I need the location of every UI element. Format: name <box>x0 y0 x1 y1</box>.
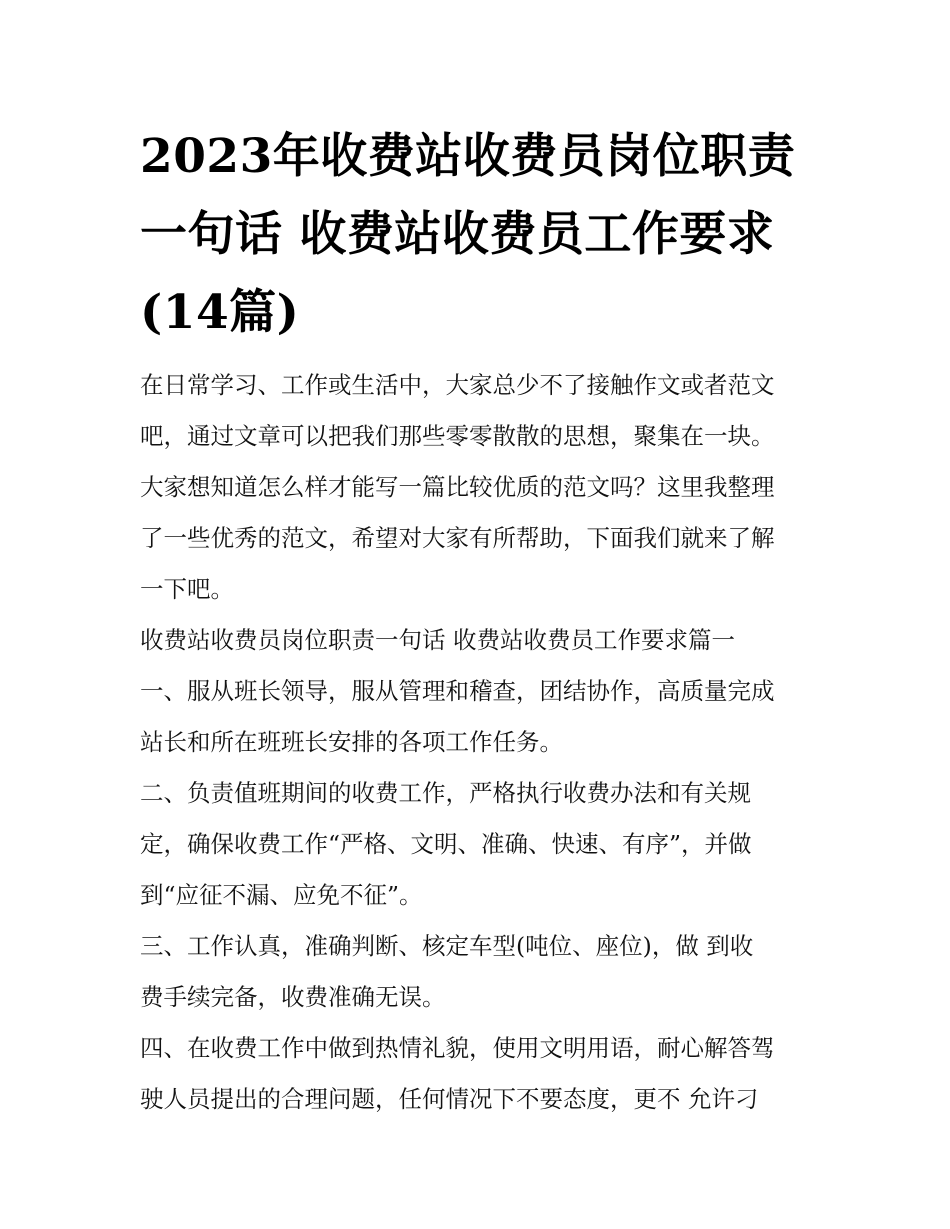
text-line: 吧，通过文章可以把我们那些零零散散的思想，聚集在一块。 <box>140 422 775 450</box>
text-line: 一、服从班长领导，服从管理和稽查，团结协作，高质量完成 <box>140 677 775 705</box>
text-line: 大家想知道怎么样才能写一篇比较优质的范文吗？这里我整理 <box>140 473 775 501</box>
text-line: 站长和所在班班长安排的各项工作任务。 <box>140 728 563 756</box>
title-line: 2023年收费站收费员岗位职责 <box>140 129 796 184</box>
list-item <box>140 921 820 1023</box>
document-title <box>140 118 820 352</box>
text-line: 了一些优秀的范文，希望对大家有所帮助，下面我们就来了解 <box>140 524 775 552</box>
text-line: 四、在收费工作中做到热情礼貌，使用文明用语，耐心解答驾 <box>140 1034 775 1062</box>
intro-paragraph <box>140 360 820 615</box>
document-body <box>140 360 820 1125</box>
text-line: 收费站收费员岗位职责一句话 收费站收费员工作要求篇一 <box>140 626 735 654</box>
text-line: 三、工作认真，准确判断、核定车型(吨位、座位)，做 到收 <box>140 932 754 960</box>
list-item <box>140 666 820 768</box>
document-content <box>140 118 820 1125</box>
text-line: 到“应征不漏、应免不征”。 <box>140 881 423 909</box>
text-line: 在日常学习、工作或生活中，大家总少不了接触作文或者范文 <box>140 371 775 399</box>
title-line: 一句话 收费站收费员工作要求 <box>140 207 775 262</box>
text-line: 二、负责值班期间的收费工作，严格执行收费办法和有关规 <box>140 779 751 807</box>
section-heading <box>140 615 820 666</box>
text-line: 一下吧。 <box>140 575 234 603</box>
text-line: 费手续完备，收费准确无误。 <box>140 983 446 1011</box>
title-line: (14篇) <box>140 285 300 340</box>
text-line: 驶人员提出的合理问题，任何情况下不要态度，更不 允许刁 <box>140 1085 759 1113</box>
list-item <box>140 768 820 921</box>
list-item <box>140 1023 820 1125</box>
text-line: 定，确保收费工作“严格、文明、准确、快速、有序”，并做 <box>140 830 752 858</box>
